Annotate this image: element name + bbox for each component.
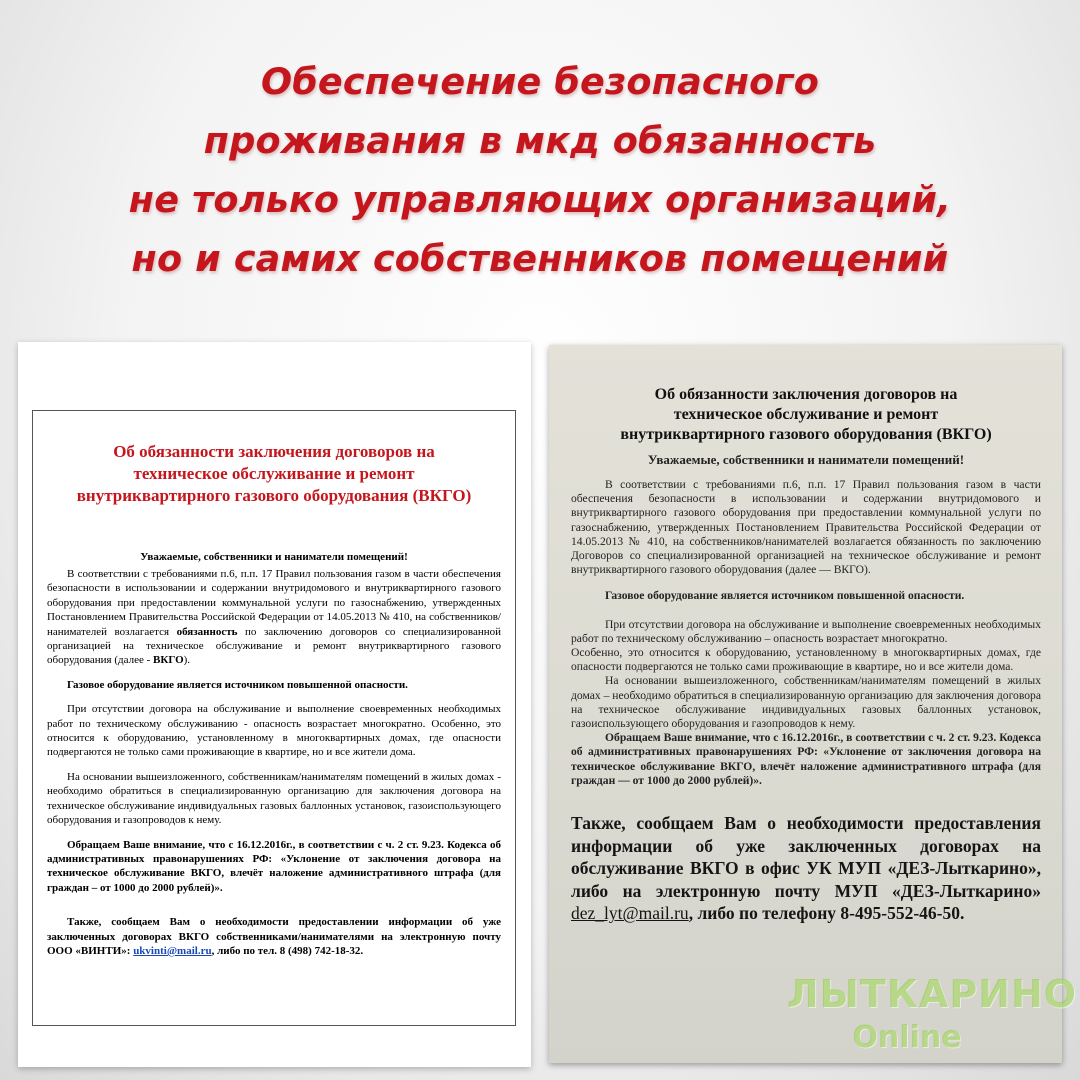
- left-para1-text-2: по заключению договоров со специализированной организацией на техническое обслуживание и ремонт внутриквартирного газового оборудования (далее -: [47, 625, 501, 667]
- headline-line-3: не только управляющих организаций,: [128, 178, 952, 221]
- right-paragraph-3: Особенно, это относится к оборудованию, установленному в многоквартирных домах, где опасности подвергаются не только сами проживающие в квартире, но и все жители дома.: [571, 646, 1041, 674]
- left-para5-text: Также, сообщаем Вам о необходимости предоставлении информации об уже заключенных договорах ВКГО собственниками/нанимателями на электронную почту ООО «ВИНТИ»:: [47, 916, 501, 957]
- left-document-frame: [32, 410, 516, 1026]
- watermark-line-2: Online: [852, 1020, 962, 1055]
- right-email-link[interactable]: dez_lyt@mail.ru: [571, 903, 689, 924]
- right-contact-paragraph: [571, 812, 1041, 925]
- right-paragraph-1: В соответствии с требованиями п.6, п.п. 17 Правил пользования газом в части обеспечения безопасности в использовании и содержании внутридомового и внутриквартирного газового оборудования при предоставлении коммунальной услуги по газоснабжению, утвержденных Постановлением Правительства Российской Федерации от 14.05.2013 № 410, на собственников/нанимателей возлагается обязанность по заключению Договоров со специализированной организацией на техническое обслуживание и ремонт внутриквартирного газового оборудования (далее — ВКГО).: [571, 478, 1041, 577]
- left-title-line-2: техническое обслуживание и ремонт: [133, 464, 415, 483]
- left-paragraph-5: [47, 915, 501, 958]
- right-document-title: [571, 385, 1041, 445]
- right-paragraph-2: При отсутствии договора на обслуживание и выполнение своевременных необходимых работ по техническому обслуживанию – опасность возрастает многократно.: [571, 617, 1041, 645]
- left-salutation: Уважаемые, собственники и наниматели помещений!: [140, 551, 408, 563]
- left-heading-danger: Газовое оборудование является источником повышенной опасности.: [67, 678, 408, 691]
- headline-line-2: проживания в мкд обязанность: [203, 119, 877, 162]
- left-para1-text: В соответствии с требованиями п.6, п.п. 17 Правил пользования газом в части обеспечения безопасности в использовании и содержании внутридомового и внутриквартирного газового оборудования при предоставлении коммунальной услуги по газоснабжению, утвержденных Постановлением Правительства Российской Федерации от 14.05.2013 № 410, на собственников/нанимателей возлагается: [47, 568, 501, 638]
- left-para1-bold-2: ВКГО: [153, 654, 184, 667]
- left-document-title: [47, 441, 501, 507]
- right-document-content: [571, 385, 1041, 925]
- right-salutation: Уважаемые, собственники и наниматели помещений!: [647, 452, 965, 467]
- right-contact-text: Также, сообщаем Вам о необходимости предоставления информации об уже заключенных договорах на обслуживание ВКГО в офис УК МУП «ДЕЗ-Лыткарино», либо на электронную почту МУП «ДЕЗ-Лыткарино»: [571, 813, 1041, 901]
- watermark-line-1: ЛЫТКАРИНО: [787, 972, 1078, 1016]
- left-para1-end: ).: [183, 654, 191, 667]
- right-paragraph-4: На основании вышеизложенного, собственникам/нанимателям помещений в жилых домах – необходимо обратиться в специализированную организацию для заключения договора на техническое обслуживание индивидуальных газовых баллонных установок, газоиспользующего оборудования и газопроводов к нему.: [571, 674, 1041, 731]
- left-paragraph-4: Обращаем Ваше внимание, что с 16.12.2016г., в соответствии с ч. 2 ст. 9.23. Кодекса об административных правонарушениях РФ: «Уклонение от заключения договора на техническое обслуживание ВКГО, влечёт наложение административного штрафа (для граждан – от 1000 до 2000 рублей)».: [47, 838, 501, 894]
- right-title-line-1: Об обязанности заключения договоров на: [654, 386, 958, 403]
- headline: [0, 52, 1080, 288]
- left-email-link[interactable]: ukvinti@mail.ru: [133, 944, 212, 957]
- headline-line-1: Обеспечение безопасного: [261, 60, 819, 103]
- right-paragraph-5: Обращаем Ваше внимание, что с 16.12.2016г., в соответствии с ч. 2 ст. 9.23. Кодекса об административных правонарушениях РФ: «Уклонение от заключения договора на техническое обслуживание ВКГО, влечёт наложение административного штрафа (для граждан — от 1000 до 2000 рублей)».: [571, 731, 1041, 787]
- right-heading-danger: Газовое оборудование является источником повышенной опасности.: [605, 589, 965, 603]
- left-para5-end: , либо по тел. 8 (498) 742-18-32.: [211, 944, 364, 957]
- left-paragraph-1: [47, 567, 501, 668]
- left-title-line-1: Об обязанности заключения договоров на: [113, 442, 435, 461]
- left-paragraph-3: На основании вышеизложенного, собственникам/нанимателям помещений в жилых домах - необходимо обратиться в специализированную организацию для заключения договора на техническое обслуживание индивидуальных газовых баллонных установок, газоиспользующего оборудования и газопроводов к нему.: [47, 770, 501, 827]
- headline-line-4: но и самих собственников помещений: [131, 237, 949, 280]
- right-title-line-2: техническое обслуживание и ремонт: [673, 406, 939, 423]
- left-title-line-3: внутриквартирного газового оборудования (ВКГО): [76, 486, 472, 505]
- right-contact-phone: , либо по телефону 8-495-552-46-50.: [688, 903, 965, 924]
- left-document: [18, 342, 531, 1067]
- left-para1-bold: обязанность: [176, 625, 238, 638]
- right-title-line-3: внутриквартирного газового оборудования (ВКГО): [620, 426, 992, 443]
- left-paragraph-2: При отсутствии договора на обслуживание и выполнение своевременных необходимых работ по техническому обслуживанию - опасность возрастает многократно. Особенно, это относится к оборудованию, установленному в многоквартирных домах, где опасности подвергаются не только сами проживающие в квартире, но и все жители дома.: [47, 703, 501, 759]
- right-document-photo: [549, 345, 1062, 1063]
